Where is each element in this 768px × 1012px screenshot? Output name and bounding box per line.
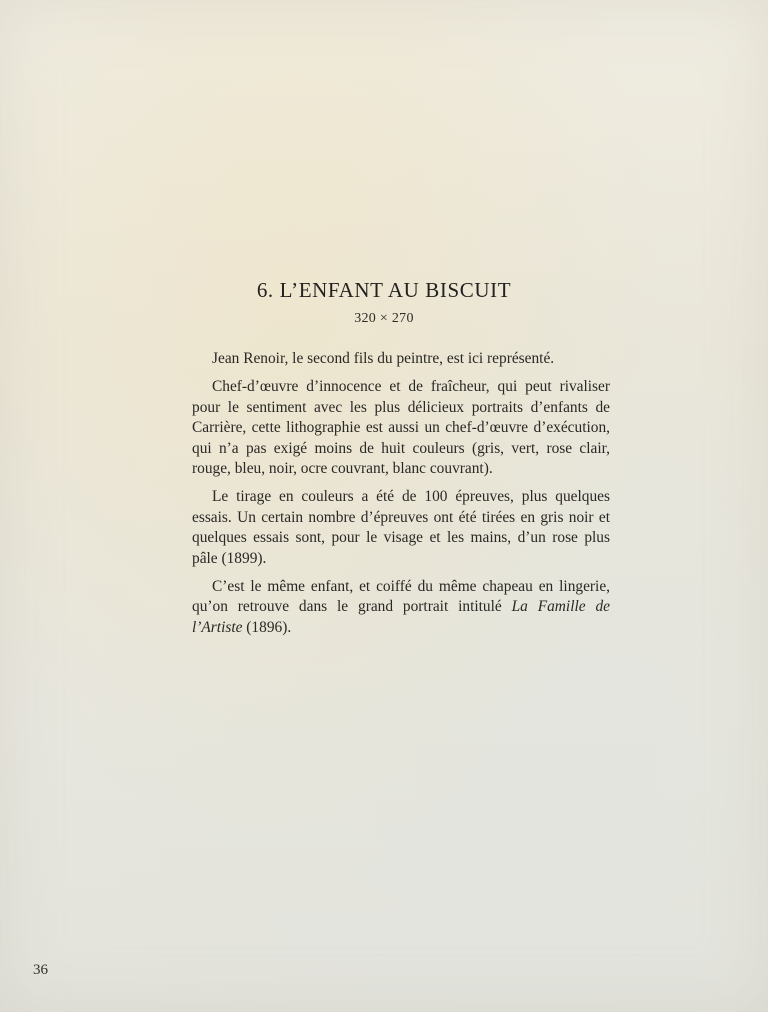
page-number: 36 xyxy=(33,962,48,978)
paragraph-3: Le tirage en couleurs a été de 100 épreuves, plus quelques essais. Un certain nombre d’épreuves ont été tirées en gris noir et quelques essais sont, pour le visage et les mains, d’un rose plus pâle (1899). xyxy=(192,488,610,567)
paragraph-4-start: C’est le même enfant, et coiffé du même chapeau en lingerie, qu’on retrouve dans le grand portrait intitulé xyxy=(192,577,610,615)
paragraph-2: Chef-d’œuvre d’innocence et de fraîcheur, qui peut rivaliser pour le sentiment avec les plus délicieux portraits d’enfants de Carrière, cette lithographie est aussi un chef-d’œuvre d’exécution, qui n’a pas exigé moins de huit couleurs (gris, vert, rose clair, rouge, bleu, noir, ocre couvrant, blanc couvrant). xyxy=(192,378,610,477)
paragraph-4-end: (1896). xyxy=(242,618,292,636)
artwork-dimensions: 320 × 270 xyxy=(354,311,414,326)
paragraph-1: Jean Renoir, le second fils du peintre, est ici représenté. xyxy=(212,350,555,367)
artwork-title-reference: La Famille de l’Artiste xyxy=(192,598,610,636)
body-text xyxy=(192,349,610,646)
section-title: 6. L’ENFANT AU BISCUIT xyxy=(256,278,512,302)
paragraph-4 xyxy=(192,577,610,639)
